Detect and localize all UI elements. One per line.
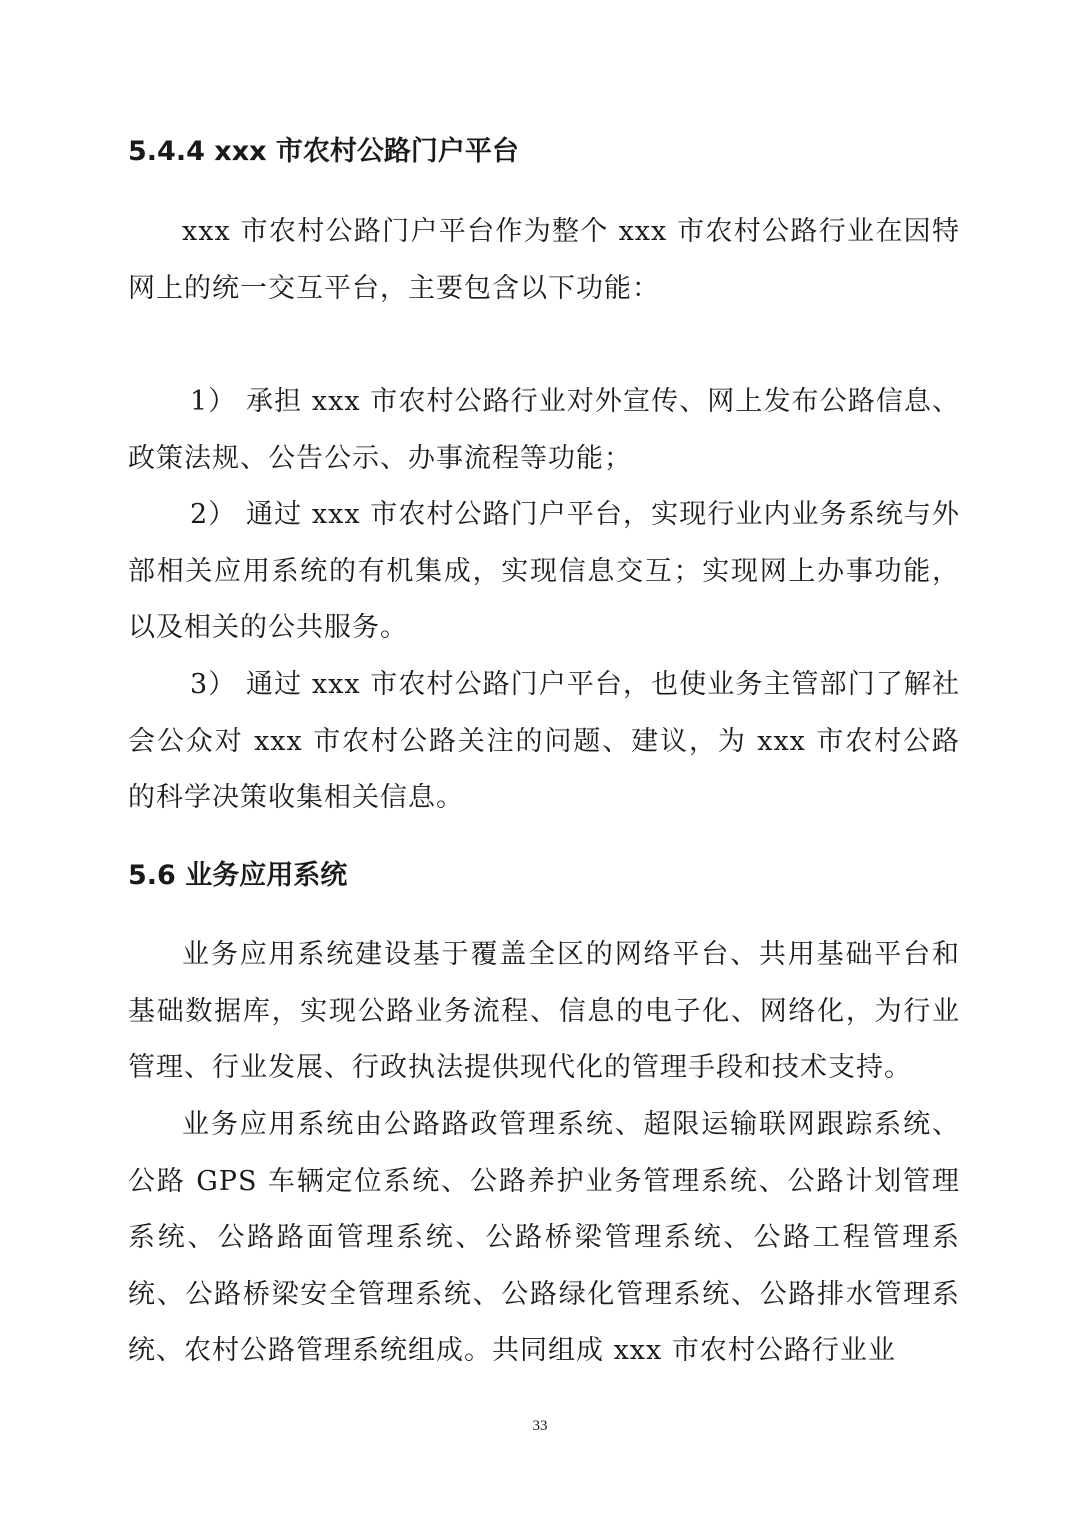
business-systems-paragraph-2: 业务应用系统由公路路政管理系统、超限运输联网跟踪系统、公路 GPS 车辆定位系统、公路养护业务管理系统、公路计划管理系统、公路路面管理系统、公路桥梁管理系统、公路工程管理系统、公路桥梁安全管理系统、公路绿化管理系统、公路排水管理系统、农村公路管理系统组成。共同组成 xxx 市农村公路行业业: [128, 1109, 960, 1366]
section-heading-portal: 5.4.4 xxx 市农村公路门户平台: [128, 136, 519, 167]
portal-function-item-1: 1） 承担 xxx 市农村公路行业对外宣传、网上发布公路信息、政策法规、公告公示、办事流程等功能；: [128, 386, 960, 474]
section-heading-business-systems: 5.6 业务应用系统: [128, 860, 348, 891]
page-number: 33: [532, 1418, 548, 1434]
business-systems-paragraph-1: 业务应用系统建设基于覆盖全区的网络平台、共用基础平台和基础数据库，实现公路业务流程、信息的电子化、网络化，为行业管理、行业发展、行政执法提供现代化的管理手段和技术支持。: [128, 939, 960, 1083]
portal-function-item-2: 2） 通过 xxx 市农村公路门户平台，实现行业内业务系统与外部相关应用系统的有机集成，实现信息交互；实现网上办事功能，以及相关的公共服务。: [128, 499, 960, 643]
portal-intro-paragraph: xxx 市农村公路门户平台作为整个 xxx 市农村公路行业在因特网上的统一交互平台，主要包含以下功能：: [128, 216, 960, 304]
portal-function-item-3: 3） 通过 xxx 市农村公路门户平台，也使业务主管部门了解社会公众对 xxx 市农村公路关注的问题、建议，为 xxx 市农村公路的科学决策收集相关信息。: [128, 669, 960, 813]
